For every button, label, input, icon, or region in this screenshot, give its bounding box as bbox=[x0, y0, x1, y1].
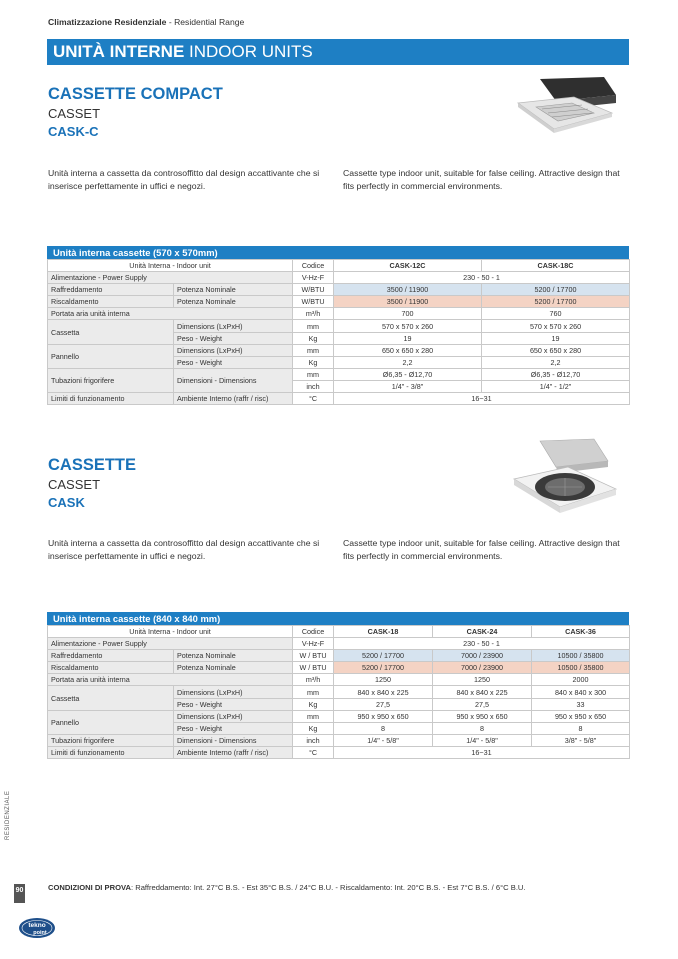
row-sublabel: Potenza Nominale bbox=[174, 662, 293, 674]
unit-cell: inch bbox=[293, 380, 334, 392]
product2-code: CASK bbox=[48, 495, 85, 510]
row-label: Pannello bbox=[48, 344, 174, 368]
table-row bbox=[48, 344, 630, 356]
unit-cell: m³/h bbox=[293, 674, 334, 686]
value-cell: 650 x 650 x 280 bbox=[482, 344, 630, 356]
value-cell: 27,5 bbox=[334, 698, 433, 710]
row-sublabel: Dimensioni - Dimensions bbox=[174, 368, 293, 392]
cassette-image bbox=[510, 437, 620, 527]
section-banner bbox=[47, 39, 629, 65]
row-label: Alimentazione - Power Supply bbox=[48, 638, 293, 650]
unit-cell: mm bbox=[293, 320, 334, 332]
running-header bbox=[48, 17, 244, 27]
value-cell: 570 x 570 x 260 bbox=[482, 320, 630, 332]
row-sublabel: Potenza Nominale bbox=[174, 296, 293, 308]
model-header: CASK-24 bbox=[433, 626, 532, 638]
table-row bbox=[48, 308, 630, 320]
row-label: Raffreddamento bbox=[48, 650, 174, 662]
row-sublabel: Potenza Nominale bbox=[174, 650, 293, 662]
unit-cell: Kg bbox=[293, 356, 334, 368]
table-row bbox=[48, 734, 630, 746]
value-cell: 950 x 950 x 650 bbox=[433, 710, 532, 722]
row-label: Unità Interna - Indoor unit bbox=[48, 260, 293, 272]
value-cell: 1/4" - 1/2" bbox=[482, 380, 630, 392]
value-cell: 33 bbox=[532, 698, 630, 710]
codice-header: Codice bbox=[293, 260, 334, 272]
table-row bbox=[48, 626, 630, 638]
value-cell: 19 bbox=[482, 332, 630, 344]
unit-cell: Kg bbox=[293, 722, 334, 734]
row-sublabel: Peso - Weight bbox=[174, 332, 293, 344]
value-cell: 16~31 bbox=[334, 393, 630, 405]
row-sublabel: Dimensions (LxPxH) bbox=[174, 344, 293, 356]
table-row bbox=[48, 638, 630, 650]
table-row bbox=[48, 746, 630, 758]
product2-description-it: Unità interna a cassetta da controsoffitto dal design accattivante che si inserisce perfettamente in uffici e negozi. bbox=[48, 538, 320, 561]
value-cell: 2,2 bbox=[334, 356, 482, 368]
unit-cell: mm bbox=[293, 368, 334, 380]
unit-cell: mm bbox=[293, 686, 334, 698]
value-cell: 950 x 950 x 650 bbox=[532, 710, 630, 722]
product1-description-en: Cassette type indoor unit, suitable for false ceiling. Attractive design that fits perfectly in commercial environments. bbox=[343, 168, 620, 191]
product2-description-en: Cassette type indoor unit, suitable for false ceiling. Attractive design that fits perfectly in commercial environments. bbox=[343, 538, 620, 561]
row-label: Limiti di funzionamento bbox=[48, 393, 174, 405]
table2-title: Unità interna cassette (840 x 840 mm) bbox=[47, 612, 629, 625]
value-cell: 27,5 bbox=[433, 698, 532, 710]
value-cell: 16~31 bbox=[334, 746, 630, 758]
row-label: Tubazioni frigorifere bbox=[48, 734, 174, 746]
row-sublabel: Dimensions (LxPxH) bbox=[174, 710, 293, 722]
value-cell: 570 x 570 x 260 bbox=[334, 320, 482, 332]
value-cell: 5200 / 17700 bbox=[334, 650, 433, 662]
unit-cell: inch bbox=[293, 734, 334, 746]
value-cell: 3500 / 11900 bbox=[334, 284, 482, 296]
unit-cell: mm bbox=[293, 344, 334, 356]
page-number: 90 bbox=[15, 887, 24, 894]
value-cell: Ø6,35 - Ø12,70 bbox=[482, 368, 630, 380]
model-header: CASK-18C bbox=[482, 260, 630, 272]
spec-table-cassette bbox=[47, 625, 630, 759]
row-sublabel: Peso - Weight bbox=[174, 698, 293, 710]
side-section-label: RESIDENZIALE bbox=[5, 790, 11, 840]
model-header: CASK-12C bbox=[334, 260, 482, 272]
value-cell: 8 bbox=[433, 722, 532, 734]
row-sublabel: Potenza Nominale bbox=[174, 284, 293, 296]
value-cell: 5200 / 17700 bbox=[482, 296, 630, 308]
unit-cell: Kg bbox=[293, 698, 334, 710]
table1-title: Unità interna cassette (570 x 570mm) bbox=[47, 246, 629, 259]
unit-cell: W / BTU bbox=[293, 662, 334, 674]
value-cell: 700 bbox=[334, 308, 482, 320]
product2-subtitle: CASSET bbox=[48, 477, 101, 492]
logo-text-top: tekno bbox=[28, 922, 46, 929]
value-cell: 840 x 840 x 225 bbox=[433, 686, 532, 698]
teknopoint-logo bbox=[18, 917, 56, 939]
test-conditions bbox=[48, 883, 526, 892]
unit-cell: W/BTU bbox=[293, 296, 334, 308]
table-row bbox=[48, 710, 630, 722]
row-label: Cassetta bbox=[48, 686, 174, 710]
value-cell: 1250 bbox=[334, 674, 433, 686]
value-cell: 8 bbox=[334, 722, 433, 734]
product2-title: CASSETTE bbox=[48, 456, 137, 474]
row-label: Portata aria unità interna bbox=[48, 308, 293, 320]
value-cell: 1/4" - 5/8" bbox=[334, 734, 433, 746]
row-label: Tubazioni frigorifere bbox=[48, 368, 174, 392]
row-label: Portata aria unità interna bbox=[48, 674, 293, 686]
product1-description-it: Unità interna a cassetta da controsoffitto dal design accattivante che si inserisce perfettamente in uffici e negozi. bbox=[48, 168, 320, 191]
row-label: Alimentazione - Power Supply bbox=[48, 272, 293, 284]
table-row bbox=[48, 650, 630, 662]
row-label: Riscaldamento bbox=[48, 662, 174, 674]
unit-cell: °C bbox=[293, 393, 334, 405]
row-label: Unità Interna - Indoor unit bbox=[48, 626, 293, 638]
row-label: Pannello bbox=[48, 710, 174, 734]
spec-table-compact bbox=[47, 259, 630, 405]
unit-cell: m³/h bbox=[293, 308, 334, 320]
product1-subtitle: CASSET bbox=[48, 106, 101, 121]
banner-title-en: INDOOR UNITS bbox=[184, 42, 313, 61]
row-sublabel: Ambiente Interno (raffr / risc) bbox=[174, 393, 293, 405]
row-sublabel: Dimensioni - Dimensions bbox=[174, 734, 293, 746]
row-label: Raffreddamento bbox=[48, 284, 174, 296]
value-cell: 10500 / 35800 bbox=[532, 662, 630, 674]
table-row bbox=[48, 272, 630, 284]
table-row bbox=[48, 296, 630, 308]
category-label: Climatizzazione Residenziale bbox=[48, 17, 167, 27]
row-label: Cassetta bbox=[48, 320, 174, 344]
table-row bbox=[48, 368, 630, 380]
unit-cell: Kg bbox=[293, 332, 334, 344]
codice-header: Codice bbox=[293, 626, 334, 638]
value-cell: 950 x 950 x 650 bbox=[334, 710, 433, 722]
row-sublabel: Dimensions (LxPxH) bbox=[174, 686, 293, 698]
value-cell: 840 x 840 x 225 bbox=[334, 686, 433, 698]
banner-title-it: UNITÀ INTERNE bbox=[53, 42, 185, 61]
value-cell: 230 - 50 - 1 bbox=[334, 638, 630, 650]
value-cell: 8 bbox=[532, 722, 630, 734]
table-row bbox=[48, 284, 630, 296]
test-conditions-text: : Raffreddamento: Int. 27°C B.S. - Est 35°C B.S. / 24°C B.U. - Riscaldamento: Int. 20°C B.S. - Est 7°C B.S. / 6°C B.U. bbox=[130, 883, 526, 892]
value-cell: 7000 / 23900 bbox=[433, 650, 532, 662]
value-cell: 230 - 50 - 1 bbox=[334, 272, 630, 284]
value-cell: Ø6,35 - Ø12,70 bbox=[334, 368, 482, 380]
row-label: Limiti di funzionamento bbox=[48, 746, 174, 758]
logo-text-bottom: point bbox=[33, 930, 47, 936]
value-cell: 3500 / 11900 bbox=[334, 296, 482, 308]
value-cell: 2000 bbox=[532, 674, 630, 686]
value-cell: 3/8" - 5/8" bbox=[532, 734, 630, 746]
row-label: Riscaldamento bbox=[48, 296, 174, 308]
unit-cell: °C bbox=[293, 746, 334, 758]
row-sublabel: Peso - Weight bbox=[174, 722, 293, 734]
value-cell: 650 x 650 x 280 bbox=[334, 344, 482, 356]
table-row bbox=[48, 393, 630, 405]
value-cell: 1/4" - 5/8" bbox=[433, 734, 532, 746]
unit-cell: V-Hz-F bbox=[293, 272, 334, 284]
test-conditions-label: CONDIZIONI DI PROVA bbox=[48, 883, 131, 892]
row-sublabel: Ambiente Interno (raffr / risc) bbox=[174, 746, 293, 758]
unit-cell: W/BTU bbox=[293, 284, 334, 296]
value-cell: 10500 / 35800 bbox=[532, 650, 630, 662]
unit-cell: mm bbox=[293, 710, 334, 722]
value-cell: 760 bbox=[482, 308, 630, 320]
unit-cell: V-Hz-F bbox=[293, 638, 334, 650]
row-sublabel: Dimensions (LxPxH) bbox=[174, 320, 293, 332]
value-cell: 5200 / 17700 bbox=[334, 662, 433, 674]
category-sub: - Residential Range bbox=[166, 17, 245, 27]
row-sublabel: Peso - Weight bbox=[174, 356, 293, 368]
model-header: CASK-18 bbox=[334, 626, 433, 638]
unit-cell: W / BTU bbox=[293, 650, 334, 662]
table-row bbox=[48, 686, 630, 698]
table-row bbox=[48, 662, 630, 674]
table-row bbox=[48, 674, 630, 686]
value-cell: 1/4" - 3/8" bbox=[334, 380, 482, 392]
product1-code: CASK-C bbox=[48, 124, 99, 139]
model-header: CASK-36 bbox=[532, 626, 630, 638]
product1-title: CASSETTE COMPACT bbox=[48, 85, 223, 103]
value-cell: 19 bbox=[334, 332, 482, 344]
table-row bbox=[48, 260, 630, 272]
value-cell: 840 x 840 x 300 bbox=[532, 686, 630, 698]
value-cell: 1250 bbox=[433, 674, 532, 686]
table-row bbox=[48, 320, 630, 332]
value-cell: 2,2 bbox=[482, 356, 630, 368]
cassette-compact-image bbox=[512, 73, 620, 139]
value-cell: 5200 / 17700 bbox=[482, 284, 630, 296]
value-cell: 7000 / 23900 bbox=[433, 662, 532, 674]
